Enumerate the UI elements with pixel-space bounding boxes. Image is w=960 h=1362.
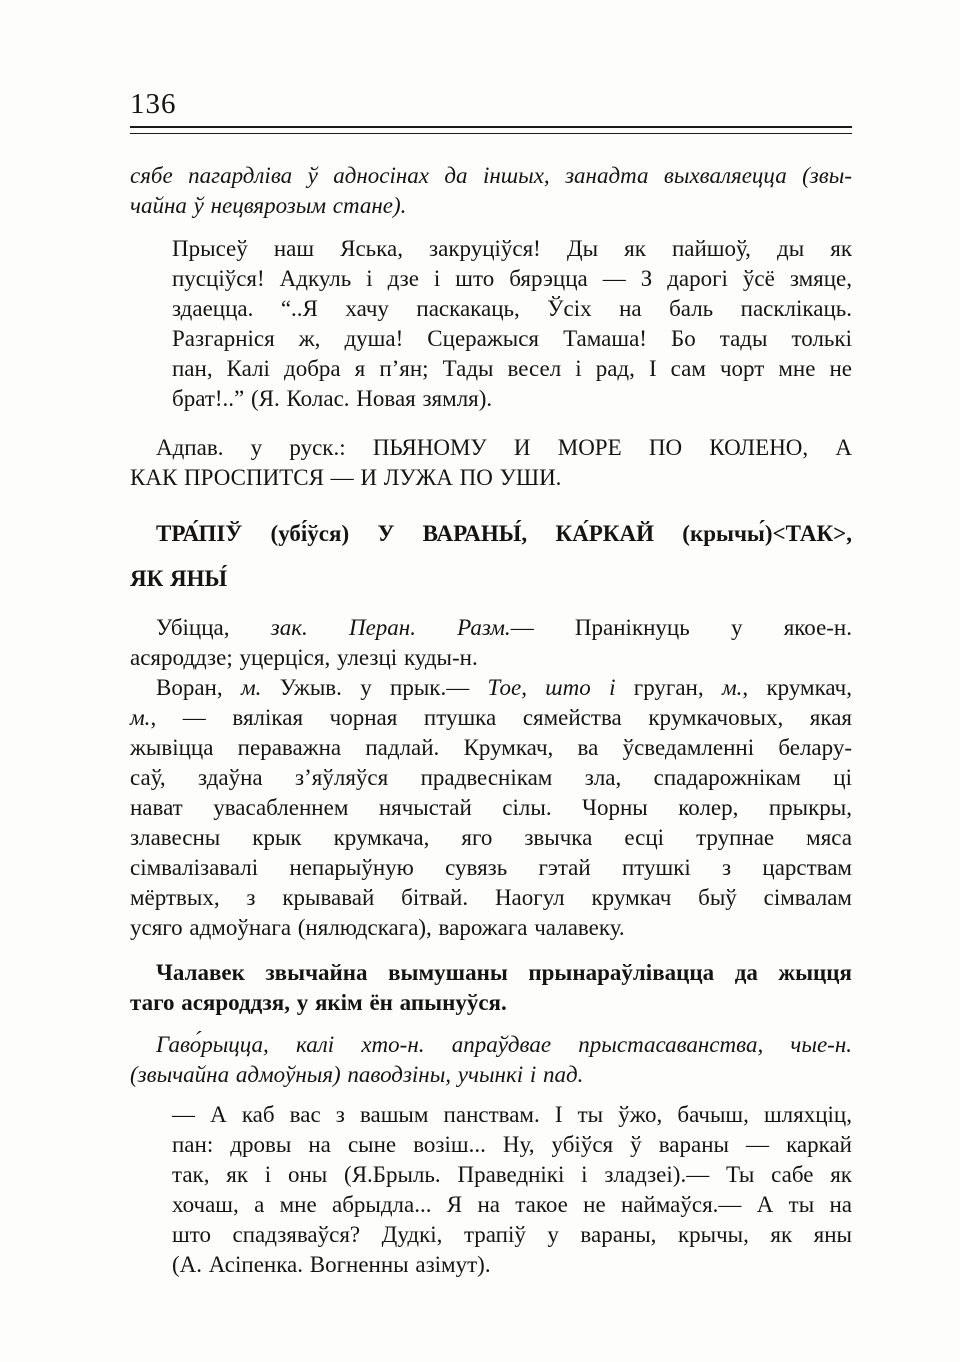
text-segment: пусціўся! Адкуль і дзе і што бярэцца — З дарогі ўсё змяце,	[172, 266, 852, 291]
text-segment: сябе пагардліва ў адносінах да іншых, занадта выхваляецца (звы-	[130, 163, 852, 188]
text-segment: Убіцца,	[156, 615, 271, 640]
dialog-quote-paragraph	[172, 1100, 852, 1280]
text-segment: — А каб вас з вашым панствам. І ты ўжо, бачыш, шляхціц,	[172, 1102, 852, 1127]
text-line	[172, 234, 852, 264]
kolas-quote-paragraph	[172, 234, 852, 414]
text-segment: Чалавек звычайна вымушаны прынараўлівацца да жыцця	[156, 960, 852, 985]
text-segment: , — вялікая чорная птушка сямейства крумкачовых, якая	[150, 705, 852, 730]
text-line	[130, 988, 852, 1018]
chalavek-meaning-paragraph	[130, 958, 852, 1018]
text-line	[130, 556, 852, 601]
text-line	[172, 1190, 852, 1220]
text-segment: сімвалізавалі непарыўную сувязь гэтай птушкі з царствам	[130, 855, 852, 880]
text-segment: Прысеў наш Яська, закруціўся! Ды як пайшоў, ды як	[172, 236, 852, 261]
text-segment: ЯК ЯНЫ́	[130, 566, 228, 591]
text-line	[172, 294, 852, 324]
text-line	[172, 324, 852, 354]
text-segment: Гаво́рыцца, калі хто-н. апраўдвае прыстасаванства, чые-н.	[156, 1032, 852, 1057]
text-segment: чайна ў нецвярозым стане).	[130, 193, 407, 218]
text-segment: хочаш, а мне абрыдла... Я на такое не наймаўся.— А ты на	[172, 1192, 852, 1217]
text-segment: злавесны крык крумкача, яго звычка есці трупнае мяса	[130, 825, 852, 850]
text-segment: м.	[721, 675, 743, 700]
text-line	[172, 384, 852, 414]
page-number: 136	[130, 88, 177, 120]
text-line	[130, 1060, 852, 1090]
page-header	[0, 0, 960, 134]
text-segment: Воран,	[156, 675, 241, 700]
text-line	[130, 883, 852, 913]
text-segment: саў, здаўна з’яўляўся прадвеснікам зла, спадарожнікам ці	[130, 765, 852, 790]
text-line	[172, 354, 852, 384]
text-line	[130, 763, 852, 793]
text-line	[130, 733, 852, 763]
text-line	[172, 1100, 852, 1130]
havorycca-usage-paragraph	[130, 1030, 852, 1090]
text-segment: (звычайна адмоўныя) паводзіны, учынкі і пад.	[130, 1062, 584, 1087]
page-header-rule	[130, 126, 852, 134]
text-line	[172, 1160, 852, 1190]
text-segment: (А. Асіпенка. Вогненны азімут).	[172, 1252, 491, 1277]
text-segment: Адпав. у руск.: ПЬЯНОМУ И МОРЕ ПО КОЛЕНО, А	[156, 435, 852, 460]
text-segment: , крумкач,	[742, 675, 852, 700]
text-line	[130, 463, 852, 493]
text-line	[172, 1220, 852, 1250]
ubicca-definition-paragraph	[130, 613, 852, 673]
text-line	[130, 613, 852, 643]
text-segment: Тое, што і	[487, 675, 616, 700]
text-segment: што спадзяваўся? Дудкі, трапіў у вараны, крычы, як яны	[172, 1222, 852, 1247]
text-line	[130, 958, 852, 988]
text-line	[130, 823, 852, 853]
lead-continuation-paragraph	[130, 161, 852, 221]
text-line	[130, 1030, 852, 1060]
text-segment: Ужыв. у прык.—	[261, 675, 488, 700]
text-segment: брат!..” (Я. Колас. Новая зямля).	[172, 386, 493, 411]
text-segment: зак. Перан. Разм.	[270, 615, 511, 640]
text-segment: мёртвых, з крывавай бітвай. Наогул крумкач быў сімвалам	[130, 885, 852, 910]
text-line	[130, 673, 852, 703]
headword-paragraph	[130, 511, 852, 601]
text-segment: ТРА́ПІЎ (убі́ўся) У ВАРАНЫ́, КА́РКАЙ (крычы́)<ТАК>,	[156, 521, 852, 546]
text-segment: таго асяроддзя, у якім ён апынуўся.	[130, 990, 507, 1015]
text-segment: так, як і оны (Я.Брыль. Праведнікі і зладзеі).— Ты сабе як	[172, 1162, 852, 1187]
russian-equivalent-paragraph	[130, 433, 852, 493]
text-line	[130, 913, 852, 943]
text-line	[130, 793, 852, 823]
text-segment: КАК ПРОСПИТСЯ — И ЛУЖА ПО УШИ.	[130, 465, 562, 490]
text-segment: усяго адмоўнага (нялюдскага), варожага чалавеку.	[130, 915, 625, 940]
text-segment: нават увасабленнем нячыстай сілы. Чорны колер, прыкры,	[130, 795, 852, 820]
text-segment: асяроддзе; уцерціся, улезці куды-н.	[130, 645, 478, 670]
text-segment: груган,	[615, 675, 722, 700]
text-line	[172, 1130, 852, 1160]
text-line	[172, 1250, 852, 1280]
text-segment: пан, Калі добра я п’ян; Тады весел і рад, І сам чорт мне не	[172, 356, 852, 381]
text-segment: пан: дровы на сыне возіш... Ну, убіўся ў вараны — каркай	[172, 1132, 852, 1157]
text-segment: — Пранікнуць у якое-н.	[510, 615, 852, 640]
text-segment: м.	[240, 675, 262, 700]
text-line	[130, 853, 852, 883]
text-segment: Разгарніся ж, душа! Сцеражыся Тамаша! Бо тады толькі	[172, 326, 852, 351]
text-line	[130, 191, 852, 221]
text-segment: жывіцца пераважна падлай. Крумкач, ва ўсведамленні белару-	[130, 735, 852, 760]
text-line	[130, 433, 852, 463]
text-line	[130, 511, 852, 556]
content	[0, 161, 960, 1280]
text-segment: здаецца. “..Я хачу паскакаць, Ўсіх на баль пасклікаць.	[172, 296, 852, 321]
voran-note-paragraph	[130, 673, 852, 943]
text-line	[130, 161, 852, 191]
text-line	[172, 264, 852, 294]
text-line	[130, 643, 852, 673]
text-line	[130, 703, 852, 733]
text-segment: м.	[130, 705, 151, 730]
